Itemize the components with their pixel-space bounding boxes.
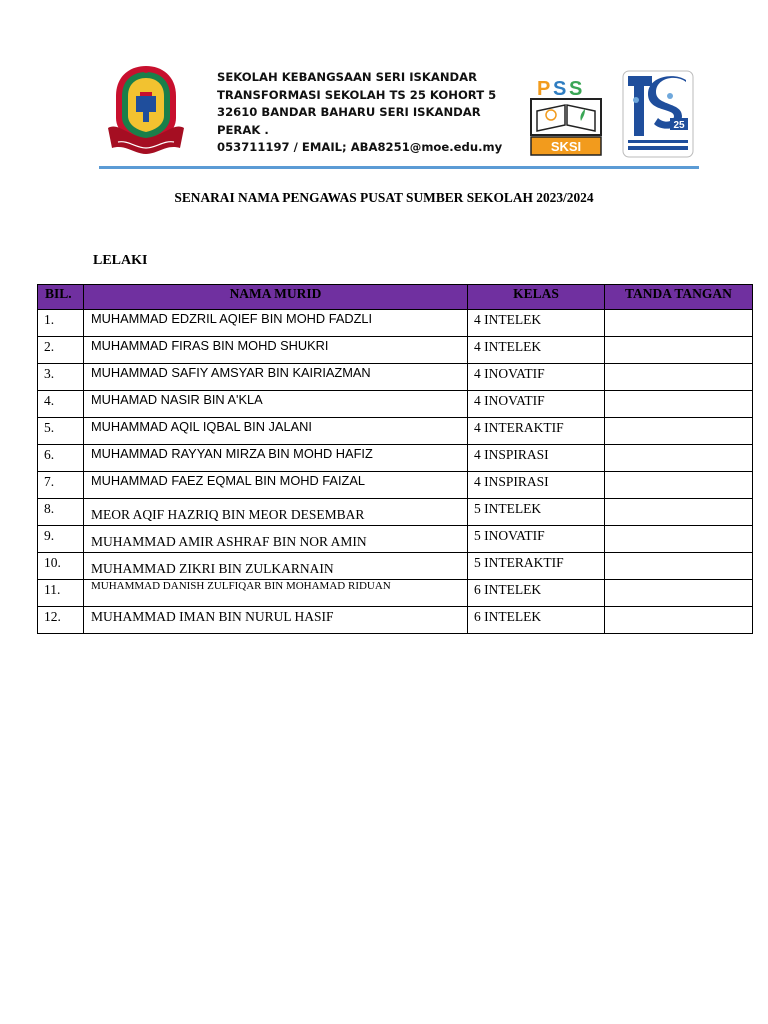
cell-kelas: 4 INTERAKTIF <box>468 418 605 445</box>
cell-nama-murid <box>84 526 468 553</box>
student-name: MUHAMMAD FAEZ EQMAL BIN MOHD FAIZAL <box>91 473 365 488</box>
cell-kelas: 6 INTELEK <box>468 607 605 634</box>
cell-tanda-tangan <box>605 391 753 418</box>
table-row <box>38 337 753 364</box>
header-bil: BIL. <box>38 285 84 310</box>
cell-bil: 9. <box>38 526 84 553</box>
cell-kelas: 4 INOVATIF <box>468 364 605 391</box>
table-row <box>38 310 753 337</box>
cell-kelas: 4 INTELEK <box>468 310 605 337</box>
pss-library-logo <box>527 75 605 157</box>
cell-kelas: 4 INSPIRASI <box>468 445 605 472</box>
table-row <box>38 418 753 445</box>
table-row <box>38 607 753 634</box>
cell-nama-murid <box>84 472 468 499</box>
cell-nama-murid <box>84 580 468 607</box>
cell-tanda-tangan <box>605 337 753 364</box>
student-name: MUHAMMAD SAFIY AMSYAR BIN KAIRIAZMAN <box>91 365 371 380</box>
student-name: MUHAMMAD DANISH ZULFIQAR BIN MOHAMAD RIDUAN <box>91 580 391 592</box>
school-state: PERAK . <box>217 122 269 137</box>
header-divider <box>99 166 699 169</box>
table-row <box>38 499 753 526</box>
student-name: MUHAMAD NASIR BIN A'KLA <box>91 392 263 407</box>
cell-tanda-tangan <box>605 580 753 607</box>
cell-kelas: 4 INOVATIF <box>468 391 605 418</box>
school-crest-logo <box>104 62 188 162</box>
cell-kelas: 5 INOVATIF <box>468 526 605 553</box>
header-tanda-tangan: TANDA TANGAN <box>605 285 753 310</box>
cell-bil: 2. <box>38 337 84 364</box>
ts-logo-number: 25 <box>673 120 685 131</box>
cell-tanda-tangan <box>605 445 753 472</box>
cell-tanda-tangan <box>605 472 753 499</box>
school-address-block <box>217 69 502 157</box>
cell-tanda-tangan <box>605 607 753 634</box>
table-row <box>38 526 753 553</box>
student-name: MUHAMMAD IMAN BIN NURUL HASIF <box>91 609 334 624</box>
cell-nama-murid <box>84 445 468 472</box>
cell-tanda-tangan <box>605 310 753 337</box>
cell-bil: 3. <box>38 364 84 391</box>
school-program: TRANSFORMASI SEKOLAH TS 25 KOHORT 5 <box>217 87 497 102</box>
student-name: MUHAMMAD AQIL IQBAL BIN JALANI <box>91 419 312 434</box>
school-name: SEKOLAH KEBANGSAAN SERI ISKANDAR <box>217 70 478 84</box>
cell-nama-murid <box>84 310 468 337</box>
student-roster-table <box>37 284 753 634</box>
cell-kelas: 4 INSPIRASI <box>468 472 605 499</box>
table-row <box>38 364 753 391</box>
pss-logo-caption: SKSI <box>550 139 582 154</box>
cell-tanda-tangan <box>605 364 753 391</box>
cell-bil: 10. <box>38 553 84 580</box>
section-label: LELAKI <box>93 253 148 268</box>
cell-bil: 6. <box>38 445 84 472</box>
table-body <box>38 310 753 634</box>
student-name: MUHAMMAD EDZRIL AQIEF BIN MOHD FADZLI <box>91 311 373 326</box>
document-title: SENARAI NAMA PENGAWAS PUSAT SUMBER SEKOLAH 2023/2024 <box>174 190 594 205</box>
cell-bil: 1. <box>38 310 84 337</box>
student-name: MUHAMMAD RAYYAN MIRZA BIN MOHD HAFIZ <box>91 446 373 461</box>
table-row <box>38 553 753 580</box>
svg-text:S: S <box>569 78 583 100</box>
cell-nama-murid <box>84 418 468 445</box>
ts25-program-logo <box>622 70 694 158</box>
cell-kelas: 5 INTERAKTIF <box>468 553 605 580</box>
cell-tanda-tangan <box>605 553 753 580</box>
svg-text:S: S <box>553 78 567 100</box>
cell-tanda-tangan <box>605 418 753 445</box>
cell-bil: 5. <box>38 418 84 445</box>
school-contact: 053711197 / EMAIL; ABA8251@moe.edu.my <box>217 140 503 155</box>
cell-nama-murid <box>84 553 468 580</box>
cell-nama-murid <box>84 499 468 526</box>
header-kelas: KELAS <box>468 285 605 310</box>
student-name: MEOR AQIF HAZRIQ BIN MEOR DESEMBAR <box>91 507 365 522</box>
cell-bil: 11. <box>38 580 84 607</box>
cell-bil: 12. <box>38 607 84 634</box>
header-nama-murid: NAMA MURID <box>84 285 468 310</box>
svg-text:P: P <box>537 78 551 100</box>
cell-kelas: 5 INTELEK <box>468 499 605 526</box>
table-row <box>38 580 753 607</box>
cell-tanda-tangan <box>605 526 753 553</box>
cell-kelas: 6 INTELEK <box>468 580 605 607</box>
cell-kelas: 4 INTELEK <box>468 337 605 364</box>
student-name: MUHAMMAD ZIKRI BIN ZULKARNAIN <box>91 561 334 576</box>
cell-nama-murid <box>84 391 468 418</box>
table-row <box>38 472 753 499</box>
table-header-row <box>38 285 753 310</box>
school-postcode-town: 32610 BANDAR BAHARU SERI ISKANDAR <box>217 105 481 120</box>
cell-nama-murid <box>84 337 468 364</box>
cell-nama-murid <box>84 364 468 391</box>
cell-bil: 7. <box>38 472 84 499</box>
letterhead <box>0 0 768 180</box>
table-row <box>38 391 753 418</box>
cell-nama-murid <box>84 607 468 634</box>
cell-bil: 8. <box>38 499 84 526</box>
student-name: MUHAMMAD FIRAS BIN MOHD SHUKRI <box>91 338 329 353</box>
student-name: MUHAMMAD AMIR ASHRAF BIN NOR AMIN <box>91 534 367 549</box>
table-row <box>38 445 753 472</box>
cell-tanda-tangan <box>605 499 753 526</box>
cell-bil: 4. <box>38 391 84 418</box>
